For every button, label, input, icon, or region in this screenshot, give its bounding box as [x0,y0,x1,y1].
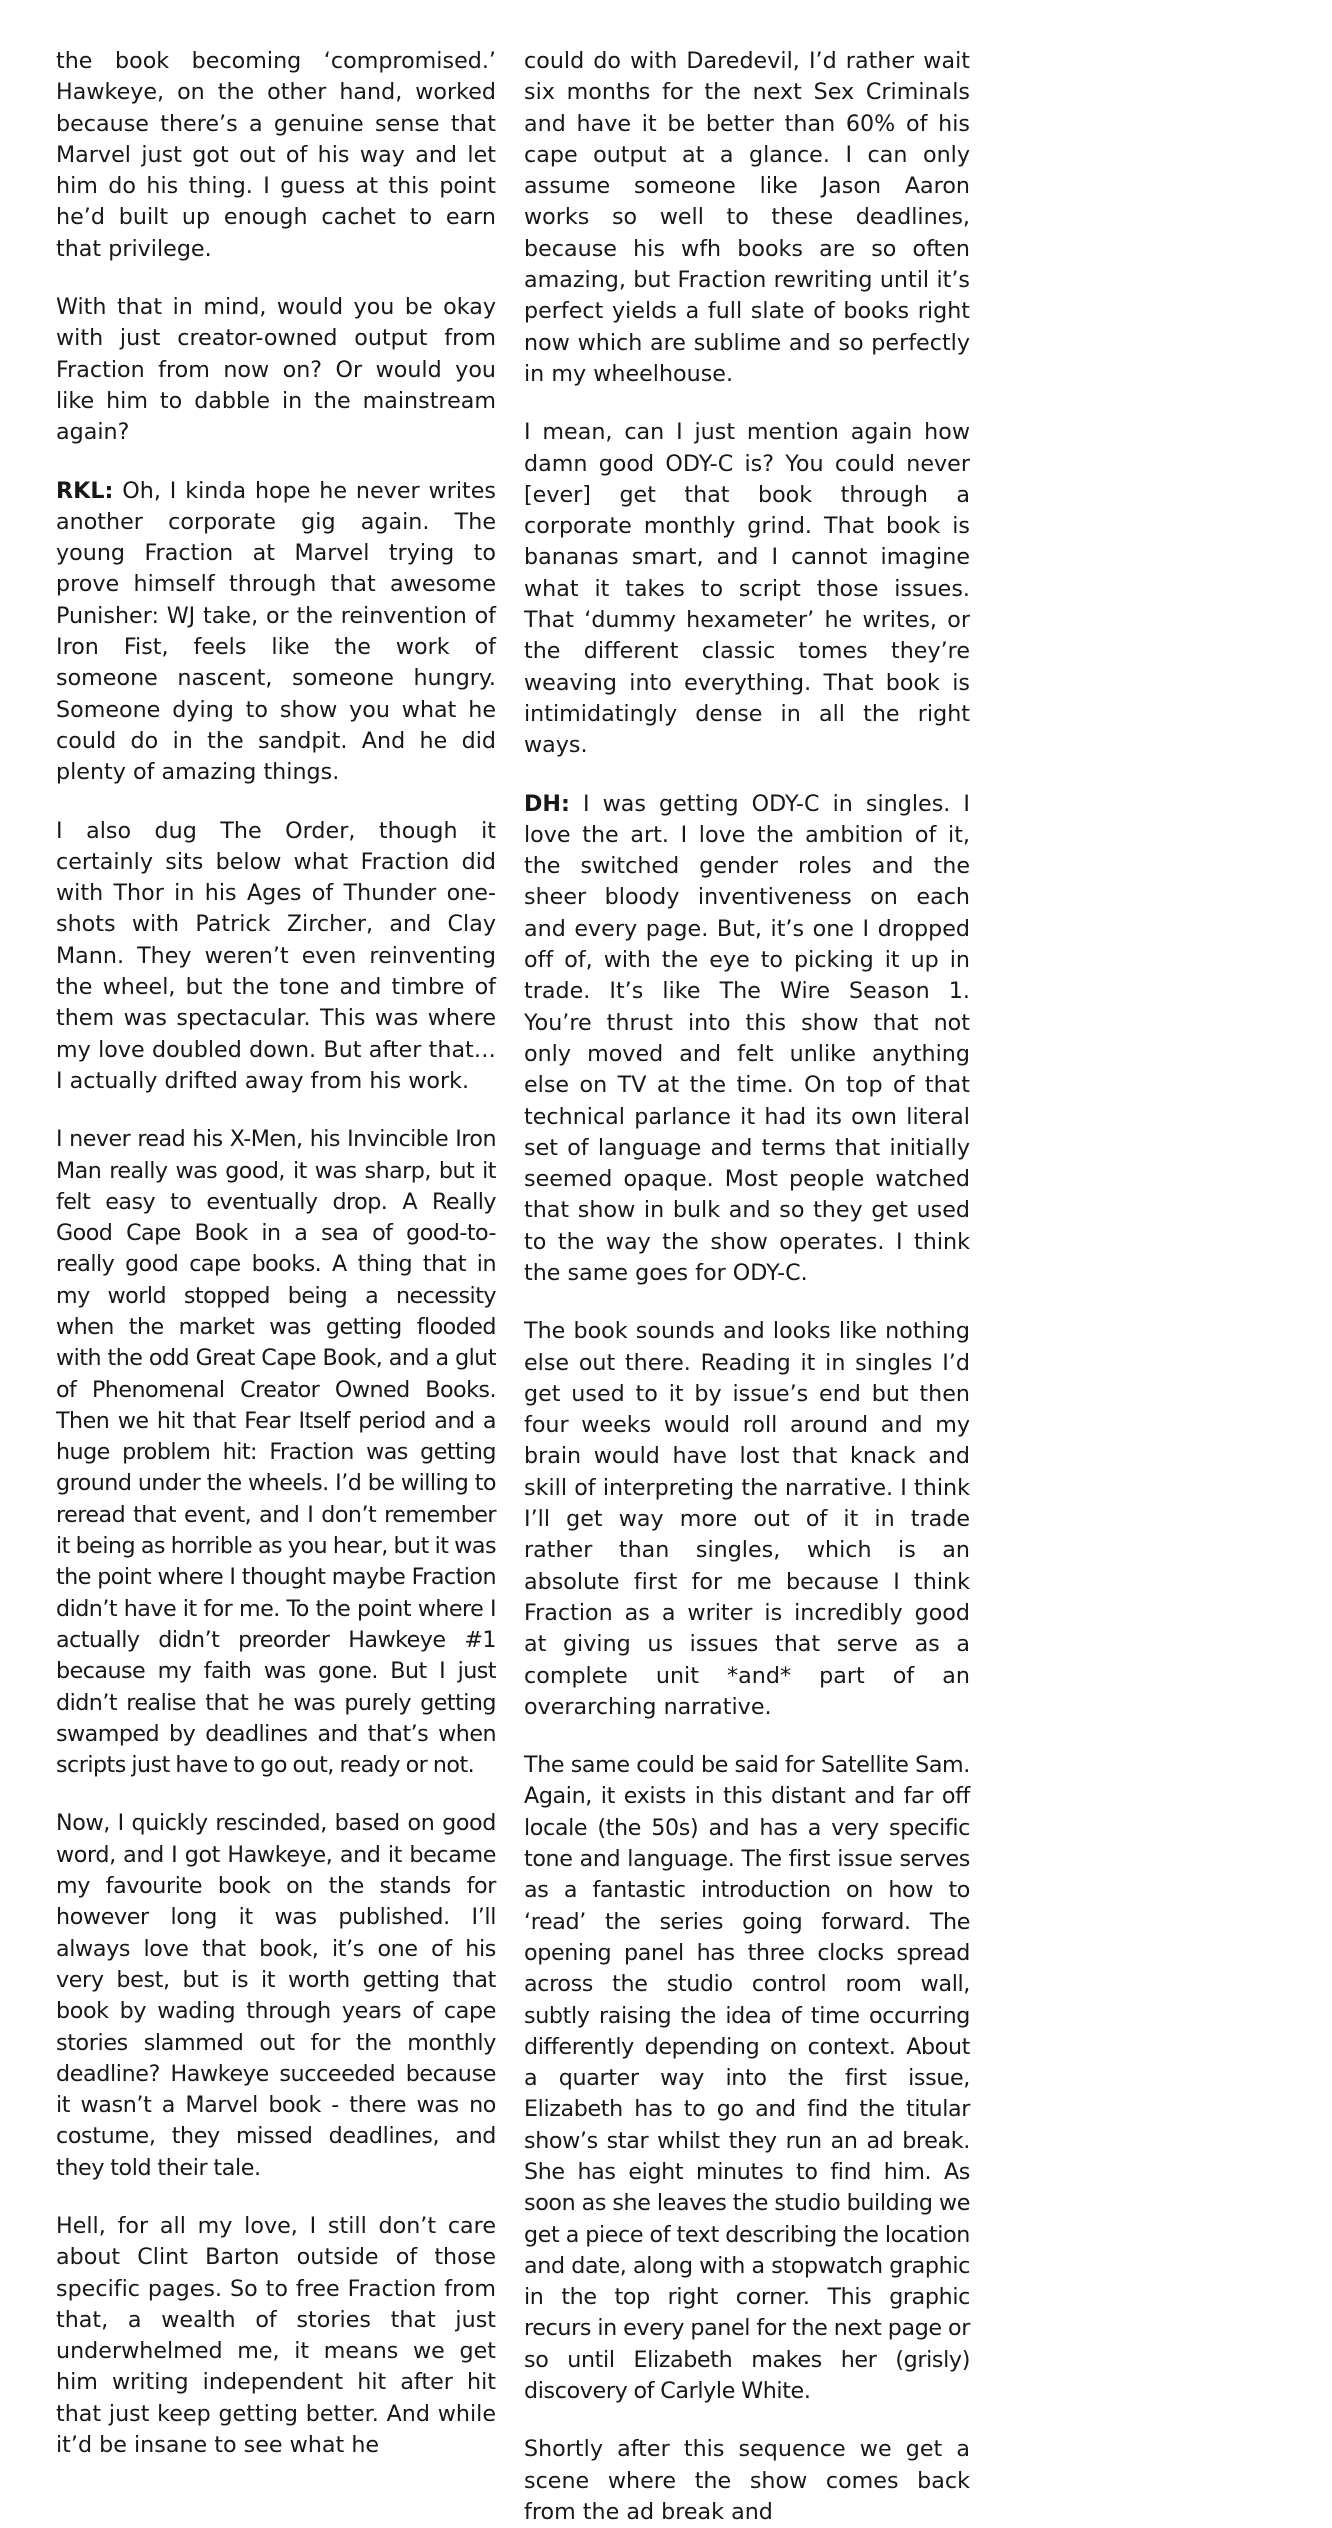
paragraph-text: The same could be said for Satellite Sam. Again, it exists in this distant and far off locale (the 50s) and has a very specific tone and language. The first issue serves as a fantastic introduction on how to ‘read’ the series going forward. The opening panel has three clocks spread across the studio control room wall, subtly raising the idea of time occurring differently depending on context. About a quarter way into the first issue, Elizabeth has to go and find the titular show’s star whilst they run an ad break. She has eight minutes to find him. As soon as she leaves the studio building we get a piece of text describing the location and date, along with a stopwatch graphic in the top right corner. This graphic recurs in every panel for the next page or so until Elizabeth makes her (grisly) discovery of Carlyle White. [524,1752,970,2405]
paragraph [524,1750,970,2407]
paragraph [56,46,496,265]
paragraph-text: I also dug The Order, though it certainly sits below what Fraction did with Thor in his Ages of Thunder one-shots with Patrick Zircher, and Clay Mann. They weren’t even reinventing the wheel, but the tone and timbre of them was spectacular. This was where my love doubled down. But after that…I actually drifted away from his work. [56,817,496,1094]
paragraph-text: With that in mind, would you be okay with just creator-owned output from Fraction from now on? Or would you like him to dabble in the mainstream again? [56,294,496,446]
speaker-label-rkl: RKL: [56,477,114,504]
paragraph [524,2434,970,2528]
paragraph-text: could do with Daredevil, I’d rather wait six months for the next Sex Criminals and have it be better than 60% of his cape output at a glance. I can only assume someone like Jason Aaron works so well to these deadlines, because his wfh books are so often amazing, but Fraction rewriting until it’s perfect yields a full slate of books right now which are sublime and so perfectly in my wheelhouse. [524,48,970,387]
paragraph-text: Shortly after this sequence we get a scene where the show comes back from the ad break and [524,2436,970,2525]
paragraph-rkl [56,476,496,789]
left-column [56,46,496,2461]
paragraph-text: Oh, I kinda hope he never writes another corporate gig again. The young Fraction at Marvel trying to prove himself through that awesome Punisher: WJ take, or the reinvention of Iron Fist, feels like the work of someone nascent, someone hungry. Someone dying to show you what he could do in the sandpit. And he did plenty of amazing things. [56,477,496,786]
paragraph-text: the book becoming ‘compromised.’ Hawkeye, on the other hand, worked because there’s a genuine sense that Marvel just got out of his way and let him do his thing. I guess at this point he’d built up enough cachet to earn that privilege. [56,48,496,262]
paragraph [56,816,496,1098]
paragraph [524,46,970,390]
speaker-label-dh: DH: [524,790,570,817]
paragraph [56,292,496,448]
paragraph-text: Hell, for all my love, I still don’t care about Clint Barton outside of those specific pages. So to free Fraction from that, a wealth of stories that just underwhelmed me, it means we get him writing independent hit after hit that just keep getting better. And while it’d be insane to see what he [56,2213,496,2459]
paragraph-text: I never read his X-Men, his Invincible Iron Man really was good, it was sharp, but it felt easy to eventually drop. A Really Good Cape Book in a sea of good-to-really good cape books. A thing that in my world stopped being a necessity when the market was getting flooded with the odd Great Cape Book, and a glut of Phenomenal Creator Owned Books. Then we hit that Fear Itself period and a huge problem hit: Fraction was getting ground under the wheels. I’d be willing to reread that event, and I don’t remember it being as horrible as you hear, but it was the point where I thought maybe Fraction didn’t have it for me. To the point where I actually didn’t preorder Hawkeye #1 because my faith was gone. But I just didn’t realise that he was purely getting swamped by deadlines and that’s when scripts just have to go out, ready or not. [56,1126,496,1779]
paragraph [56,1808,496,2184]
paragraph [524,417,970,761]
paragraph-dh [524,789,970,1290]
paragraph-text: The book sounds and looks like nothing else out there. Reading it in singles I’d get used to it by issue’s end but then four weeks would roll around and my brain would have lost that knack and skill of interpreting the narrative. I think I’ll get way more out of it in trade rather than singles, which is an absolute first for me because I think Fraction as a writer is incredibly good at giving us issues that serve as a complete unit *and* part of an overarching narrative. [524,1318,970,1720]
paragraph [56,1124,496,1781]
two-column-body [56,46,1270,2525]
paragraph-text: Now, I quickly rescinded, based on good word, and I got Hawkeye, and it became my favourite book on the stands for however long it was published. I’ll always love that book, it’s one of his very best, but is it worth getting that book by wading through years of cape stories slammed out for the monthly deadline? Hawkeye succeeded because it wasn’t a Marvel book - there was no costume, they missed deadlines, and they told their tale. [56,1810,496,2181]
paragraph [524,1316,970,1723]
paragraph-text: I was getting ODY-C in singles. I love the art. I love the ambition of it, the switched gender roles and the sheer bloody inventiveness on each and every page. But, it’s one I dropped off of, with the eye to picking it up in trade. It’s like The Wire Season 1. You’re thrust into this show that not only moved and felt unlike anything else on TV at the time. On top of that technical parlance it had its own literal set of language and terms that initially seemed opaque. Most people watched that show in bulk and so they get used to the way the show operates. I think the same goes for ODY-C. [524,790,970,1286]
right-column [524,46,970,2528]
paragraph-text: I mean, can I just mention again how damn good ODY-C is? You could never [ever] get that book through a corporate monthly grind. That book is bananas smart, and I cannot imagine what it takes to script those issues. That ‘dummy hexameter’ he writes, or the different classic tomes they’re weaving into everything. That book is intimidatingly dense in all the right ways. [524,419,970,759]
paragraph [56,2211,496,2461]
